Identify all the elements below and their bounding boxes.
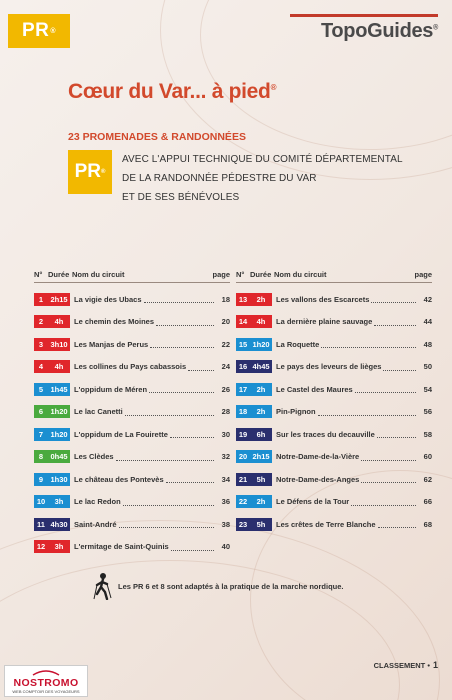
page-title-text: Cœur du Var... à pied [68, 80, 271, 103]
circuit-name: Sur les traces du decauville [276, 429, 375, 439]
circuit-duration: 2h15 [252, 452, 270, 461]
dot-leader [119, 520, 214, 528]
dot-leader [361, 453, 416, 461]
footer-label: CLASSEMENT • [373, 661, 430, 670]
circuit-duration: 3h10 [50, 339, 68, 349]
logo-tagline: WEB COMPTOIR DES VOYAGEURS [12, 688, 80, 694]
dot-leader [371, 295, 416, 303]
circuit-tag [34, 338, 70, 351]
circuit-name: Les crêtes de Terre Blanche [276, 519, 376, 529]
circuit-row [34, 381, 230, 397]
header-name: Nom du circuit [72, 270, 125, 279]
dot-leader [150, 340, 214, 348]
dot-leader [156, 318, 214, 326]
circuit-tag [34, 360, 70, 373]
circuit-row [236, 516, 432, 532]
circuit-name: Le lac Canetti [74, 407, 123, 416]
circuit-duration: 2h [256, 497, 266, 506]
circuit-name: Les Manjas de Perus [74, 339, 149, 349]
page-footer [374, 660, 438, 670]
circuit-tag [236, 495, 272, 508]
circuit-number: 20 [238, 452, 248, 461]
dot-leader [125, 408, 214, 416]
circuit-duration: 5h [256, 474, 266, 484]
circuit-duration: 1h20 [50, 407, 68, 416]
dot-leader [355, 385, 416, 393]
circuit-page: 42 [423, 294, 432, 304]
circuit-tag [236, 360, 272, 373]
brand-name: TopoGuides [320, 20, 434, 42]
circuit-tag [236, 518, 272, 531]
support-line: AVEC L'APPUI TECHNIQUE DU COMITÉ DÉPARTEMENTAL [122, 154, 403, 165]
circuit-row [34, 539, 230, 555]
circuit-duration: 3h [54, 497, 64, 506]
circuit-page: 38 [221, 519, 230, 529]
nordic-note [92, 572, 343, 600]
circuit-page: 26 [221, 384, 230, 394]
dot-leader [351, 498, 416, 506]
circuit-number: 16 [238, 362, 248, 371]
circuit-duration: 4h [54, 317, 64, 326]
circuit-number: 21 [238, 474, 248, 484]
circuit-duration: 2h [256, 294, 266, 304]
circuit-name: Le château des Pontevès [74, 474, 164, 484]
circuit-name: Notre-Dame-des-Anges [276, 474, 360, 484]
circuit-row [34, 314, 230, 330]
circuit-duration: 4h [54, 362, 64, 371]
circuit-number: 8 [38, 452, 44, 461]
circuit-number: 19 [238, 429, 248, 439]
circuit-tag [34, 540, 70, 553]
dot-leader [361, 475, 416, 483]
circuit-row [236, 449, 432, 465]
circuit-duration: 2h [256, 384, 266, 394]
circuit-tag [34, 428, 70, 441]
circuit-name: La Roquette [276, 339, 320, 349]
circuit-number: 4 [38, 362, 44, 371]
circuit-number: 1 [38, 294, 44, 304]
circuit-duration: 4h45 [252, 362, 270, 371]
header-name: Nom du circuit [274, 270, 327, 279]
dot-leader [377, 430, 416, 438]
circuit-page: 48 [423, 339, 432, 349]
page-number: 1 [432, 660, 438, 670]
pr-badge [8, 14, 70, 48]
circuit-name: Le Défens de la Tour [276, 497, 350, 506]
support-line: ET DE SES BÉNÉVOLES [122, 192, 240, 203]
circuit-tag [34, 450, 70, 463]
support-text [122, 150, 403, 207]
circuit-name: Saint-André [74, 519, 117, 529]
circuit-tag [236, 293, 272, 306]
circuit-tag [34, 473, 70, 486]
circuit-number: 13 [238, 294, 248, 304]
circuit-number: 10 [36, 497, 46, 506]
circuit-list-right [236, 270, 432, 539]
circuit-name: Le chemin des Moines [74, 317, 155, 326]
dot-leader [321, 340, 416, 348]
circuit-page: 62 [423, 474, 432, 484]
circuit-page: 36 [221, 497, 230, 506]
circuit-row [34, 404, 230, 420]
dot-leader [144, 295, 214, 303]
circuit-page: 24 [221, 362, 230, 371]
circuit-row [34, 471, 230, 487]
circuit-duration: 6h [256, 429, 266, 439]
circuit-tag [236, 405, 272, 418]
circuit-tag [34, 405, 70, 418]
circuit-tag [236, 473, 272, 486]
circuit-page: 68 [423, 519, 432, 529]
circuit-name: Les collines du Pays cabassois [74, 362, 187, 371]
pr-badge-text: PR [21, 20, 50, 41]
circuit-name: L'oppidum de La Fouirette [74, 429, 168, 439]
circuit-row [236, 359, 432, 375]
circuit-number: 23 [238, 519, 248, 529]
header-page: page [212, 270, 230, 279]
circuit-number: 17 [238, 384, 248, 394]
circuit-number: 9 [38, 474, 44, 484]
circuit-page: 20 [221, 317, 230, 326]
circuit-number: 5 [38, 384, 44, 394]
circuit-page: 60 [423, 452, 432, 461]
circuit-number: 7 [38, 429, 44, 439]
support-line: DE LA RANDONNÉE PÉDESTRE DU VAR [122, 173, 317, 184]
header-num: N° [34, 270, 43, 279]
circuit-duration: 1h30 [50, 474, 68, 484]
circuit-name: Notre-Dame-de-la-Vière [276, 452, 360, 461]
circuit-tag [236, 428, 272, 441]
brand-bar [290, 14, 438, 17]
circuit-name: Pin-Pignon [276, 407, 316, 416]
dot-leader [170, 430, 214, 438]
circuit-name: Le Castel des Maures [276, 384, 353, 394]
circuit-row [236, 336, 432, 352]
title-mark: ® [270, 83, 277, 92]
brand-mark: ® [433, 24, 438, 32]
circuit-page: 22 [221, 339, 230, 349]
circuit-page: 66 [423, 497, 432, 506]
circuit-duration: 1h20 [50, 429, 68, 439]
dot-leader [149, 385, 214, 393]
circuit-number: 12 [36, 542, 46, 551]
circuit-row [236, 381, 432, 397]
circuit-number: 14 [238, 317, 248, 326]
circuit-page: 58 [423, 429, 432, 439]
dot-leader [378, 520, 417, 528]
circuit-tag [34, 518, 70, 531]
subtitle: 23 PROMENADES & RANDONNÉES [68, 131, 246, 143]
circuit-duration: 2h [256, 407, 266, 416]
circuit-row [236, 426, 432, 442]
dot-leader [374, 318, 416, 326]
header-duration: Durée [250, 270, 272, 279]
circuit-list-left [34, 270, 230, 561]
circuit-name: Les Clèdes [74, 452, 114, 461]
circuit-duration: 3h [54, 542, 64, 551]
circuit-duration: 1h45 [50, 384, 68, 394]
circuit-row [236, 404, 432, 420]
circuit-tag [236, 450, 272, 463]
circuit-row [34, 516, 230, 532]
dot-leader [188, 363, 214, 371]
circuit-name: La vigie des Ubacs [74, 294, 142, 304]
circuit-number: 18 [238, 407, 248, 416]
header-num: N° [236, 270, 245, 279]
pr-badge-mark: ® [50, 27, 57, 35]
circuit-page: 54 [423, 384, 432, 394]
dot-leader [166, 475, 214, 483]
circuit-page: 34 [221, 474, 230, 484]
dot-leader [383, 363, 416, 371]
pr-badge-support-text: PR [74, 161, 101, 182]
circuit-tag [236, 383, 272, 396]
circuit-page: 18 [221, 294, 230, 304]
dot-leader [318, 408, 416, 416]
circuit-name: L'ermitage de Saint-Quinis [74, 542, 169, 551]
circuit-number: 11 [37, 519, 45, 529]
circuit-name: Le pays des leveurs de lièges [276, 362, 382, 371]
circuit-name: La dernière plaine sauvage [276, 317, 373, 326]
circuit-number: 15 [238, 339, 248, 349]
circuit-row [236, 471, 432, 487]
circuit-tag [34, 495, 70, 508]
circuit-row [34, 291, 230, 307]
circuit-number: 6 [38, 407, 44, 416]
nordic-note-text: Les PR 6 et 8 sont adaptés à la pratique de la marche nordique. [118, 581, 344, 591]
circuit-row [34, 359, 230, 375]
circuit-row [236, 291, 432, 307]
dot-leader [171, 543, 214, 551]
table-header [236, 270, 432, 283]
pr-badge-support-mark: ® [100, 169, 106, 175]
circuit-name: Les vallons des Escarcets [276, 294, 370, 304]
circuit-tag [34, 383, 70, 396]
circuit-page: 50 [423, 362, 432, 371]
page-title [68, 80, 276, 104]
circuit-page: 30 [221, 429, 230, 439]
circuit-tag [34, 315, 70, 328]
circuit-duration: 4h30 [50, 519, 68, 529]
circuit-number: 2 [38, 317, 44, 326]
pr-badge-support [68, 150, 112, 194]
circuit-row [236, 314, 432, 330]
header-page: page [414, 270, 432, 279]
circuit-duration: 1h20 [252, 339, 270, 349]
circuit-row [34, 336, 230, 352]
circuit-duration: 4h [256, 317, 266, 326]
circuit-duration: 5h [256, 519, 266, 529]
nordic-walker-icon [92, 572, 114, 600]
circuit-page: 44 [423, 317, 432, 326]
circuit-row [34, 426, 230, 442]
circuit-tag [236, 338, 272, 351]
circuit-number: 3 [38, 339, 44, 349]
circuit-row [236, 494, 432, 510]
circuit-page: 56 [423, 407, 432, 416]
logo-name: NOSTROMO [13, 676, 79, 689]
circuit-row [34, 494, 230, 510]
brand-logo [321, 20, 438, 43]
circuit-page: 32 [221, 452, 230, 461]
logo-swirl-icon [31, 669, 61, 677]
circuit-row [34, 449, 230, 465]
circuit-duration: 0h45 [50, 452, 68, 461]
circuit-page: 28 [221, 407, 230, 416]
dot-leader [123, 498, 214, 506]
table-header [34, 270, 230, 283]
circuit-tag [236, 315, 272, 328]
circuit-duration: 2h15 [50, 294, 68, 304]
circuit-name: Le lac Redon [74, 497, 121, 506]
dot-leader [116, 453, 214, 461]
circuit-name: L'oppidum de Méren [74, 384, 148, 394]
circuit-page: 40 [221, 542, 230, 551]
header-duration: Durée [48, 270, 70, 279]
nostromo-logo [4, 665, 88, 697]
circuit-number: 22 [238, 497, 248, 506]
circuit-tag [34, 293, 70, 306]
